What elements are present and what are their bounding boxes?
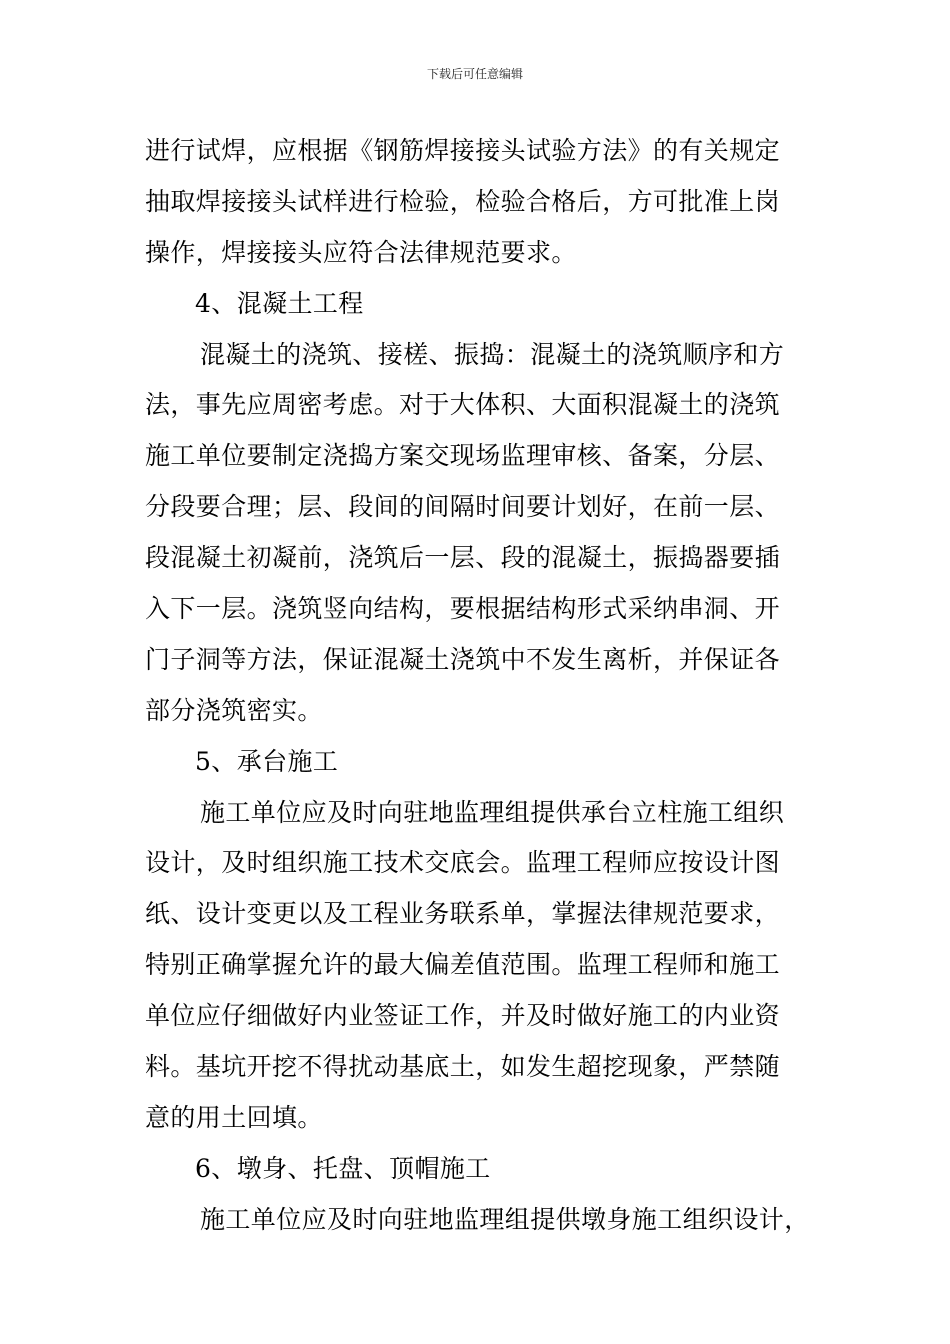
text-line: 设计，及时组织施工技术交底会。监理工程师应按设计图 (145, 848, 781, 878)
text-line: 特别正确掌握允许的最大偏差值范围。监理工程师和施工 (145, 950, 781, 980)
text-line: 料。基坑开挖不得扰动基底土，如发生超挖现象，严禁随 (145, 1052, 781, 1082)
text-line: 法，事先应周密考虑。对于大体积、大面积混凝土的浇筑 (145, 390, 781, 420)
page-header: 下载后可任意编辑 (426, 67, 523, 81)
text-line: 入下一层。浇筑竖向结构，要根据结构形式采纳串洞、开 (145, 594, 781, 624)
text-line: 施工单位要制定浇捣方案交现场监理审核、备案，分层、 (145, 441, 781, 471)
section-heading: 4、混凝土工程 (195, 288, 364, 318)
text-line: 抽取焊接接头试样进行检验，检验合格后，方可批准上岗 (145, 186, 781, 216)
text-line: 段混凝土初凝前，浇筑后一层、段的混凝土，振捣器要插 (145, 543, 781, 573)
section-heading: 5、承台施工 (195, 746, 339, 776)
text-line: 操作，焊接接头应符合法律规范要求。 (145, 237, 577, 267)
text-line: 单位应仔细做好内业签证工作，并及时做好施工的内业资 (145, 1001, 781, 1031)
text-line: 分段要合理；层、段间的间隔时间要计划好，在前一层、 (145, 492, 781, 522)
text-line: 施工单位应及时向驻地监理组提供墩身施工组织设计， (200, 1204, 810, 1234)
text-line: 意的用土回填。 (145, 1102, 323, 1132)
document-body (145, 126, 845, 1246)
text-line: 混凝土的浇筑、接槎、振捣：混凝土的浇筑顺序和方 (200, 339, 785, 369)
text-line: 施工单位应及时向驻地监理组提供承台立柱施工组织 (200, 797, 785, 827)
text-line: 部分浇筑密实。 (145, 695, 323, 725)
text-line: 门子洞等方法，保证混凝土浇筑中不发生离析，并保证各 (145, 644, 781, 674)
text-line: 进行试焊，应根据《钢筋焊接接头试验方法》的有关规定 (145, 136, 781, 165)
text-line: 纸、设计变更以及工程业务联系单，掌握法律规范要求， (145, 899, 781, 929)
section-heading: 6、墩身、托盘、顶帽施工 (195, 1153, 491, 1183)
